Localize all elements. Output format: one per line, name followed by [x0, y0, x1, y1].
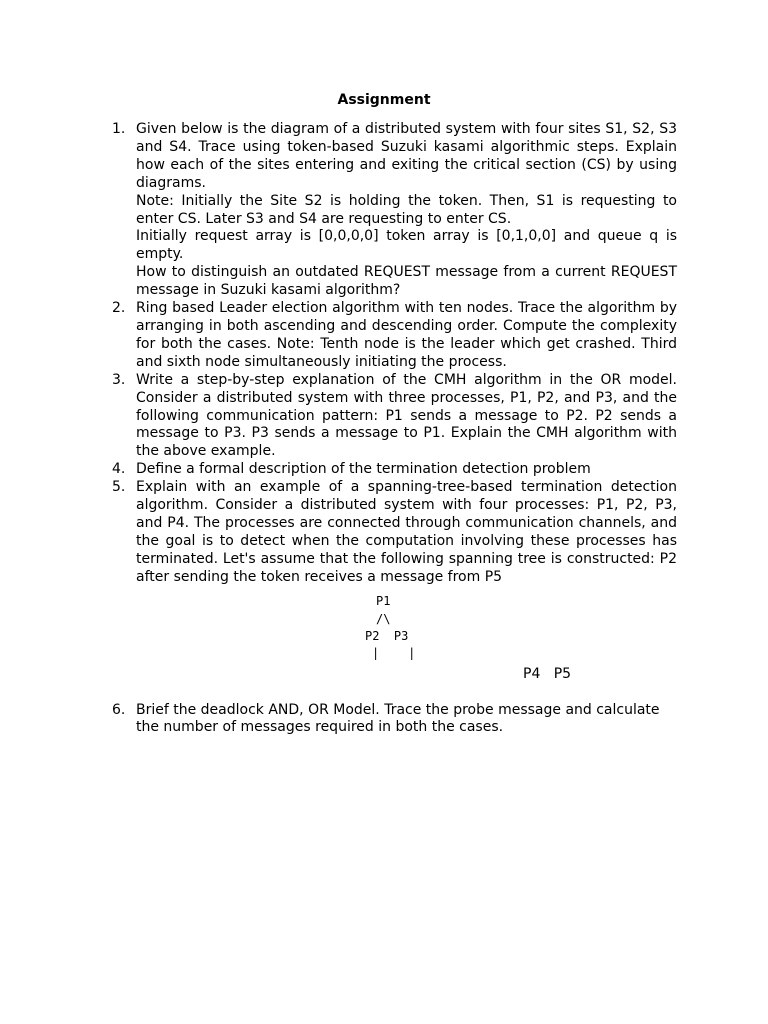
question-body — [136, 702, 677, 738]
question-number: 3. — [112, 371, 126, 388]
question-3 — [0, 372, 768, 462]
question-4 — [0, 461, 768, 479]
tree-branches: /\ — [376, 611, 391, 626]
question-2 — [0, 300, 768, 372]
question-body — [136, 372, 677, 462]
question-text: Explain with an example of a spanning-tree-based termination detection algorithm. Consider a distributed system with four processes: P1, P2, P3, and P4. The processes are connected through communication channels, and the goal is to detect when the computation involving these processes has terminated. Let's assume that the following spanning tree is constructed: P2 after sending the token receives a message from P5 — [136, 479, 677, 585]
question-text: Brief the deadlock AND, OR Model. Trace the probe message and calculate the number of messages required in both the cases. — [136, 701, 660, 736]
question-body — [136, 121, 677, 300]
question-list — [0, 121, 768, 737]
tree-child-nodes: P2 P3 — [365, 628, 409, 643]
question-body — [136, 461, 677, 479]
tree-leaf-nodes: P4 P5 — [523, 665, 572, 682]
question-6 — [0, 702, 768, 738]
tree-root-node: P1 — [376, 593, 391, 608]
spanning-tree-diagram — [0, 587, 768, 690]
tree-edges: | | — [372, 645, 416, 660]
question-1 — [0, 121, 768, 300]
question-text: Define a formal description of the termination detection problem — [136, 461, 591, 478]
question-number: 1. — [112, 121, 126, 137]
question-number: 5. — [112, 479, 126, 496]
question-body — [136, 479, 677, 689]
question-5 — [0, 479, 768, 689]
page-title: Assignment — [337, 92, 431, 108]
question-text: Ring based Leader election algorithm with ten nodes. Trace the algorithm by arranging in both ascending and descending order. Compute the complexity for both the cases. Note: Tenth node is the leader which get crashed. Third and sixth node simultaneously initiating the process. — [136, 300, 677, 370]
question-number: 6. — [112, 701, 126, 718]
question-note: Note: Initially the Site S2 is holding the token. Then, S1 is requesting to enter CS. Later S3 and S4 are requesting to enter CS. — [136, 192, 677, 227]
question-subquestion: How to distinguish an outdated REQUEST message from a current REQUEST message in Suzuki kasami algorithm? — [136, 264, 677, 299]
question-number: 4. — [112, 461, 126, 478]
question-text: Write a step-by-step explanation of the CMH algorithm in the OR model. Consider a distributed system with three processes, P1, P2, and P3, and the following communication pattern: P1 sends a message to P2. P2 sends a message to P3. P3 sends a message to P1. Explain the CMH algorithm with the above example. — [136, 371, 677, 460]
question-text: Given below is the diagram of a distributed system with four sites S1, S2, S3 and S4. Trace using token-based Suzuki kasami algorithmic steps. Explain how each of the sites entering and exiting the critical section (CS) by using diagrams. — [136, 121, 677, 191]
question-number: 2. — [112, 300, 126, 317]
question-note: Initially request array is [0,0,0,0] token array is [0,1,0,0] and queue q is empty. — [136, 228, 677, 263]
question-body — [136, 300, 677, 372]
